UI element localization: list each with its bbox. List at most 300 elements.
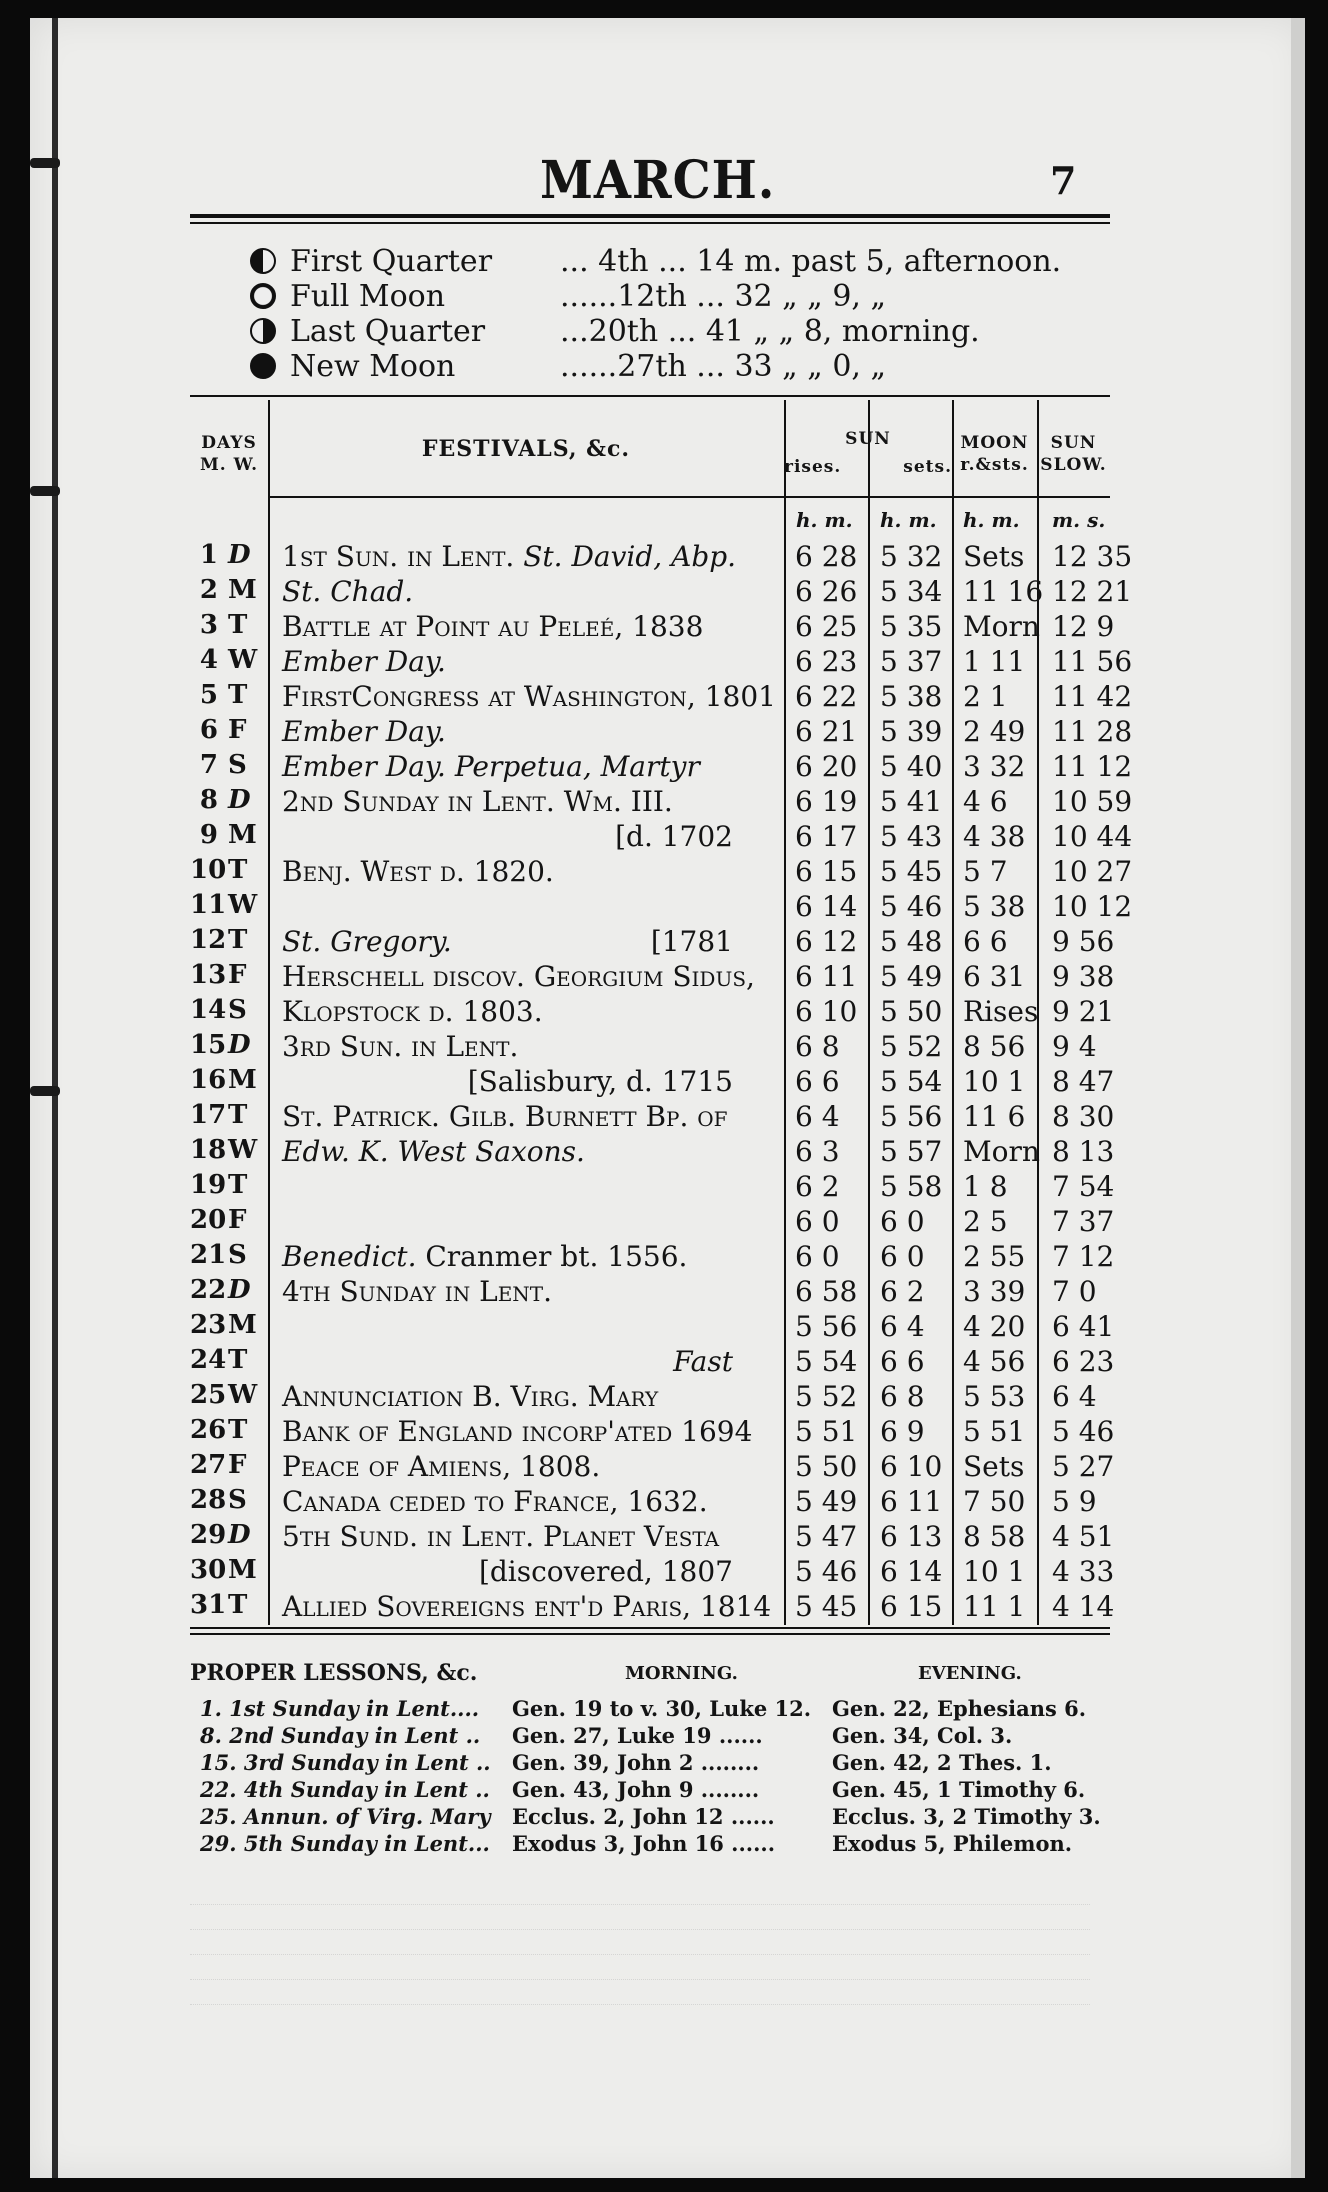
day-of-week: T <box>228 1345 248 1375</box>
binding-mark <box>30 486 60 496</box>
festival: Edw. K. West Saxons. <box>282 1135 585 1168</box>
festival-continuation: [Salisbury, d. 1715 <box>467 1065 733 1098</box>
sun-slow: 12 35 <box>1052 540 1133 573</box>
sun-rises: 6 3 <box>795 1135 840 1168</box>
calendar-row <box>190 925 1115 960</box>
sun-sets: 5 40 <box>880 750 943 783</box>
moon-phases <box>250 244 1110 384</box>
moon-rise-set: 1 8 <box>963 1170 1008 1203</box>
lesson-day: 1. 1st Sunday in Lent.... <box>200 1696 480 1721</box>
lesson-day: 22. 4th Sunday in Lent .. <box>200 1777 490 1802</box>
sun-sets: 5 58 <box>880 1170 943 1203</box>
moon-phase-name: Last Quarter <box>290 314 486 349</box>
day-of-month: 6 <box>199 715 218 745</box>
day-of-week: D <box>228 1520 251 1550</box>
day-of-week: F <box>228 715 247 745</box>
day-of-month: 15 <box>190 1030 227 1060</box>
lesson-morning: Ecclus. 2, John 12 ...... <box>512 1804 775 1829</box>
sun-sets: 6 15 <box>880 1590 943 1623</box>
calendar-row <box>190 575 1133 610</box>
calendar-row <box>190 1135 1115 1170</box>
day-of-week: T <box>228 925 248 955</box>
day-of-week: D <box>228 540 251 570</box>
day-of-month: 9 <box>199 820 218 850</box>
calendar-row <box>190 1590 1115 1625</box>
moon-rise-set: 4 6 <box>963 785 1008 818</box>
moon-rise-set: 11 6 <box>963 1100 1026 1133</box>
calendar-row <box>190 1170 1115 1205</box>
festival: Bank of England incorp'ated 1694 <box>282 1415 753 1448</box>
moon-phase-name: New Moon <box>290 349 456 384</box>
day-of-week: W <box>228 645 258 675</box>
day-of-month: 1 <box>199 540 218 570</box>
moon-phase-row <box>250 244 1110 279</box>
sun-sets: 5 50 <box>880 995 943 1028</box>
bleed-through-text <box>190 1880 1090 2030</box>
sun-slow: 8 13 <box>1052 1135 1115 1168</box>
sun-slow: 4 33 <box>1052 1555 1115 1588</box>
day-of-month: 4 <box>199 645 218 675</box>
calendar-row <box>190 1380 1110 1415</box>
sun-sets: 6 11 <box>880 1485 943 1518</box>
sun-rises: 6 15 <box>795 855 858 888</box>
lesson-evening: Exodus 5, Philemon. <box>832 1831 1073 1856</box>
calendar-row <box>190 855 1133 890</box>
sun-rises: 6 23 <box>795 645 858 678</box>
sun-slow: 12 9 <box>1052 610 1115 643</box>
day-of-week: W <box>228 1380 258 1410</box>
festival: St. Gregory. <box>282 925 452 958</box>
day-of-week: W <box>228 890 258 920</box>
calendar-row <box>190 1240 1115 1275</box>
sun-slow: 7 0 <box>1052 1275 1097 1308</box>
moon-phase-detail: ...20th ... 41 „ „ 8, morning. <box>560 314 980 349</box>
table-bottom-rule <box>190 1633 1110 1635</box>
day-of-week: S <box>228 1240 247 1270</box>
day-of-month: 3 <box>199 610 218 640</box>
day-of-week: F <box>228 1450 247 1480</box>
full-moon-icon <box>250 283 276 309</box>
page-number: 7 <box>1050 158 1077 203</box>
festival: Ember Day. <box>282 645 446 678</box>
sun-sets: 5 48 <box>880 925 943 958</box>
lesson-day: 8. 2nd Sunday in Lent .. <box>200 1723 481 1748</box>
sun-slow: 6 4 <box>1052 1380 1097 1413</box>
moon-rise-set: 4 20 <box>963 1310 1026 1343</box>
calendar-row <box>190 1310 1115 1345</box>
moon-phase-name: Full Moon <box>290 279 446 314</box>
lesson-morning: Gen. 43, John 9 ........ <box>512 1777 760 1802</box>
page-binding <box>52 18 58 2178</box>
moon-rise-set: 5 51 <box>963 1415 1026 1448</box>
festival: Benedict. Cranmer bt. 1556. <box>282 1240 688 1273</box>
moon-rise-set: 2 49 <box>963 715 1026 748</box>
page-edge <box>1291 18 1305 2178</box>
festival: 3rd Sun. in Lent. <box>282 1030 519 1063</box>
sun-slow: 12 21 <box>1052 575 1133 608</box>
day-of-week: T <box>228 1100 248 1130</box>
sun-rises: 5 54 <box>795 1345 858 1378</box>
day-of-week: M <box>228 1555 257 1585</box>
day-of-week: F <box>228 960 247 990</box>
proper-lessons <box>190 1660 1110 1858</box>
sun-slow: 4 51 <box>1052 1520 1115 1553</box>
sun-rises: 6 14 <box>795 890 858 923</box>
morning-header: MORNING. <box>625 1663 738 1684</box>
day-of-week: D <box>228 785 251 815</box>
sun-sets: 6 6 <box>880 1345 925 1378</box>
day-of-week: W <box>228 1135 258 1165</box>
sun-rises: 6 8 <box>795 1030 840 1063</box>
festival: Klopstock d. 1803. <box>282 995 543 1028</box>
festival-continuation: [1781 <box>650 925 733 958</box>
sun-sets: 6 13 <box>880 1520 943 1553</box>
units-slow: m. s. <box>1052 508 1106 532</box>
lessons-title: PROPER LESSONS, &c. <box>190 1660 478 1686</box>
calendar-row <box>190 1450 1115 1485</box>
sun-slow: 9 38 <box>1052 960 1115 993</box>
sun-sets: 6 2 <box>880 1275 925 1308</box>
day-of-month: 18 <box>190 1135 227 1165</box>
festival: Allied Sovereigns ent'd Paris, 1814 <box>282 1590 772 1623</box>
day-of-week: T <box>228 610 248 640</box>
sun-header: SUN <box>845 429 891 449</box>
day-of-month: 19 <box>190 1170 227 1200</box>
day-of-month: 26 <box>190 1415 227 1445</box>
moon-rise-set: 5 53 <box>963 1380 1026 1413</box>
moon-rise-set: 6 6 <box>963 925 1008 958</box>
calendar-row <box>190 890 1133 925</box>
moon-rise-set: Sets <box>963 540 1025 573</box>
sun-slow: 9 56 <box>1052 925 1115 958</box>
festival: Canada ceded to France, 1632. <box>282 1485 708 1518</box>
sun-sets: 5 35 <box>880 610 943 643</box>
moon-phase-name: First Quarter <box>290 244 493 279</box>
sun-slow: 11 12 <box>1052 750 1133 783</box>
moon-rise-set: 3 39 <box>963 1275 1026 1308</box>
sun-sets: 5 41 <box>880 785 943 818</box>
day-of-week: T <box>228 1170 248 1200</box>
festival: St. Patrick. Gilb. Burnett Bp. of <box>282 1100 728 1133</box>
sun-rises: 5 47 <box>795 1520 858 1553</box>
sun-rises: 6 4 <box>795 1100 840 1133</box>
day-of-week: F <box>228 1205 247 1235</box>
sun-slow: 9 21 <box>1052 995 1115 1028</box>
sun-rises: 6 2 <box>795 1170 840 1203</box>
calendar-row <box>190 820 1133 855</box>
day-of-month: 12 <box>190 925 227 955</box>
moon-rise-set: 8 56 <box>963 1030 1026 1063</box>
festival: 4th Sunday in Lent. <box>282 1275 553 1308</box>
moon-rise-set: 10 1 <box>963 1065 1026 1098</box>
sun-slow: 9 4 <box>1052 1030 1097 1063</box>
sun-slow: 7 12 <box>1052 1240 1115 1273</box>
sun-rises: 6 28 <box>795 540 858 573</box>
calendar-row <box>190 1345 1115 1380</box>
calendar-row <box>190 1555 1115 1590</box>
day-of-month: 8 <box>199 785 218 815</box>
header-rule <box>190 214 1110 218</box>
moon-rise-set: Morn <box>963 1135 1040 1168</box>
page-header <box>160 130 1120 211</box>
festival: 1st Sun. in Lent. St. David, Abp. <box>282 540 737 573</box>
sun-slow: 6 23 <box>1052 1345 1115 1378</box>
moon-rise-set: 11 1 <box>963 1590 1026 1623</box>
header-divider <box>270 496 1110 498</box>
moon-phase-row <box>250 279 1110 314</box>
moon-phase-detail: ......27th ... 33 „ „ 0, „ <box>560 349 887 384</box>
sun-sets: 5 46 <box>880 890 943 923</box>
sets-header: sets. <box>903 457 952 477</box>
day-of-month: 14 <box>190 995 227 1025</box>
days-header: DAYS M. W. <box>199 433 259 475</box>
sun-sets: 5 45 <box>880 855 943 888</box>
day-of-month: 11 <box>190 890 227 920</box>
moon-rise-set: 1 11 <box>963 645 1026 678</box>
sun-rises: 6 20 <box>795 750 858 783</box>
festival: Battle at Point au Peleé, 1838 <box>282 610 704 643</box>
calendar-row <box>190 540 1133 575</box>
sun-rises: 6 6 <box>795 1065 840 1098</box>
lesson-day: 25. Annun. of Virg. Mary <box>200 1804 491 1829</box>
calendar-table <box>190 400 1133 1625</box>
evening-header: EVENING. <box>918 1663 1022 1684</box>
sun-rises: 5 51 <box>795 1415 858 1448</box>
calendar-row <box>190 785 1133 820</box>
festival: Annunciation B. Virg. Mary <box>282 1380 659 1413</box>
lesson-day: 29. 5th Sunday in Lent... <box>200 1831 490 1856</box>
day-of-month: 10 <box>190 855 227 885</box>
header-rule <box>190 222 1110 224</box>
sun-sets: 6 0 <box>880 1240 925 1273</box>
calendar-row <box>190 960 1115 995</box>
calendar-row <box>190 1415 1115 1450</box>
moon-rise-set: 2 55 <box>963 1240 1026 1273</box>
sun-sets: 5 32 <box>880 540 943 573</box>
festival: Herschell discov. Georgium Sidus, <box>282 960 755 993</box>
day-of-month: 25 <box>190 1380 227 1410</box>
calendar-row <box>190 750 1133 785</box>
moon-header: MOON r.&sts. <box>960 433 1029 475</box>
sun-slow: 8 30 <box>1052 1100 1115 1133</box>
sun-slow: 10 27 <box>1052 855 1133 888</box>
day-of-week: T <box>228 680 248 710</box>
day-of-month: 23 <box>190 1310 227 1340</box>
day-of-week: S <box>228 750 247 780</box>
lesson-morning: Exodus 3, John 16 ...... <box>512 1831 776 1856</box>
sun-rises: 6 0 <box>795 1205 840 1238</box>
lesson-evening: Gen. 22, Ephesians 6. <box>832 1696 1087 1721</box>
sun-rises: 5 45 <box>795 1590 858 1623</box>
sun-slow: 10 59 <box>1052 785 1133 818</box>
lesson-morning: Gen. 27, Luke 19 ...... <box>512 1723 763 1748</box>
sun-sets: 6 0 <box>880 1205 925 1238</box>
moon-rise-set: 7 50 <box>963 1485 1026 1518</box>
day-of-month: 13 <box>190 960 227 990</box>
lesson-morning: Gen. 39, John 2 ........ <box>512 1750 760 1775</box>
festival: 2nd Sunday in Lent. Wm. III. <box>282 785 673 818</box>
moon-phase-detail: ... 4th ... 14 m. past 5, afternoon. <box>560 244 1062 279</box>
units-rises: h. m. <box>796 508 853 532</box>
sun-sets: 6 10 <box>880 1450 943 1483</box>
festival: St. Chad. <box>282 575 414 608</box>
sun-rises: 5 46 <box>795 1555 858 1588</box>
lesson-row <box>190 1723 1110 1750</box>
day-of-week: M <box>228 820 257 850</box>
lesson-day: 15. 3rd Sunday in Lent .. <box>200 1750 491 1775</box>
day-of-week: S <box>228 995 247 1025</box>
sun-rises: 6 26 <box>795 575 858 608</box>
day-of-month: 30 <box>190 1555 227 1585</box>
sun-sets: 6 14 <box>880 1555 943 1588</box>
sun-rises: 5 52 <box>795 1380 858 1413</box>
lesson-row <box>190 1804 1110 1831</box>
sun-sets: 6 9 <box>880 1415 925 1448</box>
moon-phase-detail: ......12th ... 32 „ „ 9, „ <box>560 279 887 314</box>
sun-slow: 4 14 <box>1052 1590 1115 1623</box>
festival: FirstCongress at Washington, 1801 <box>282 680 776 713</box>
lesson-evening: Gen. 42, 2 Thes. 1. <box>832 1750 1052 1775</box>
sun-slow: 8 47 <box>1052 1065 1115 1098</box>
moon-rise-set: 11 16 <box>963 575 1044 608</box>
moon-rise-set: 10 1 <box>963 1555 1026 1588</box>
moon-rise-set: 5 38 <box>963 890 1026 923</box>
sun-slow: 11 28 <box>1052 715 1133 748</box>
sun-slow: 11 42 <box>1052 680 1133 713</box>
moon-rise-set: 8 58 <box>963 1520 1026 1553</box>
moon-rise-set: 2 5 <box>963 1205 1008 1238</box>
moon-rise-set: Rises <box>963 995 1039 1028</box>
sun-slow: 11 56 <box>1052 645 1133 678</box>
sun-sets: 5 39 <box>880 715 943 748</box>
day-of-month: 21 <box>190 1240 227 1270</box>
sun-sets: 6 8 <box>880 1380 925 1413</box>
calendar-row <box>190 1205 1115 1240</box>
sun-rises: 6 17 <box>795 820 858 853</box>
sun-slow: 6 41 <box>1052 1310 1115 1343</box>
calendar-row <box>190 715 1133 750</box>
calendar-row <box>190 995 1115 1030</box>
moon-rise-set: 3 32 <box>963 750 1026 783</box>
festival-continuation: [discovered, 1807 <box>478 1555 733 1588</box>
lesson-evening: Gen. 45, 1 Timothy 6. <box>832 1777 1086 1802</box>
sun-sets: 5 56 <box>880 1100 943 1133</box>
sun-slow-header: SUN SLOW. <box>1040 433 1107 475</box>
lesson-row <box>190 1777 1110 1804</box>
sun-rises: 5 49 <box>795 1485 858 1518</box>
sun-rises: 6 21 <box>795 715 858 748</box>
day-of-month: 7 <box>199 750 218 780</box>
sun-sets: 5 34 <box>880 575 943 608</box>
day-of-week: D <box>228 1030 251 1060</box>
day-of-month: 22 <box>190 1275 227 1305</box>
day-of-week: S <box>228 1485 247 1515</box>
lesson-row <box>190 1831 1110 1858</box>
calendar-row <box>190 1030 1110 1065</box>
day-of-week: T <box>228 1590 248 1620</box>
calendar-row <box>190 1100 1115 1135</box>
day-of-month: 16 <box>190 1065 227 1095</box>
festival: Ember Day. Perpetua, Martyr <box>282 750 700 783</box>
moon-rise-set: 4 56 <box>963 1345 1026 1378</box>
table-bottom-rule <box>190 1627 1110 1629</box>
sun-slow: 5 27 <box>1052 1450 1115 1483</box>
day-of-month: 27 <box>190 1450 227 1480</box>
day-of-week: M <box>228 1065 257 1095</box>
sun-sets: 6 4 <box>880 1310 925 1343</box>
day-of-month: 20 <box>190 1205 227 1235</box>
sun-rises: 6 12 <box>795 925 858 958</box>
sun-sets: 5 52 <box>880 1030 943 1063</box>
lesson-row <box>190 1750 1110 1777</box>
table-top-rule <box>190 395 1110 397</box>
page-title: MARCH. <box>540 150 776 211</box>
sun-sets: 5 57 <box>880 1135 943 1168</box>
sun-slow: 7 37 <box>1052 1205 1115 1238</box>
binding-mark <box>30 158 60 168</box>
sun-rises: 6 22 <box>795 680 858 713</box>
first-quarter-icon <box>250 248 276 274</box>
calendar-row <box>190 645 1133 680</box>
day-of-week: T <box>228 855 248 885</box>
sun-slow: 5 9 <box>1052 1485 1097 1518</box>
sun-rises: 6 58 <box>795 1275 858 1308</box>
festival-continuation: Fast <box>673 1345 733 1378</box>
sun-slow: 10 12 <box>1052 890 1133 923</box>
moon-rise-set: 2 1 <box>963 680 1008 713</box>
sun-rises: 6 25 <box>795 610 858 643</box>
moon-rise-set: 5 7 <box>963 855 1008 888</box>
binding-mark <box>30 1086 60 1096</box>
day-of-week: M <box>228 575 257 605</box>
units-moon: h. m. <box>963 508 1020 532</box>
lesson-morning: Gen. 19 to v. 30, Luke 12. <box>512 1696 812 1721</box>
calendar-row <box>190 1485 1110 1520</box>
last-quarter-icon <box>250 318 276 344</box>
day-of-month: 2 <box>199 575 218 605</box>
sun-rises: 6 10 <box>795 995 858 1028</box>
moon-rise-set: 6 31 <box>963 960 1026 993</box>
day-of-month: 24 <box>190 1345 227 1375</box>
sun-sets: 5 54 <box>880 1065 943 1098</box>
day-of-month: 5 <box>199 680 218 710</box>
calendar-row <box>190 1065 1115 1100</box>
rises-header: rises. <box>784 457 842 477</box>
sun-rises: 5 56 <box>795 1310 858 1343</box>
day-of-month: 29 <box>190 1520 227 1550</box>
festival: Peace of Amiens, 1808. <box>282 1450 601 1483</box>
festival: Benj. West d. 1820. <box>282 855 554 888</box>
festival: 5th Sund. in Lent. Planet Vesta <box>282 1520 720 1553</box>
lesson-row <box>190 1696 1110 1723</box>
moon-rise-set: Sets <box>963 1450 1025 1483</box>
sun-sets: 5 38 <box>880 680 943 713</box>
calendar-row <box>190 680 1133 715</box>
moon-phase-row <box>250 314 1110 349</box>
sun-rises: 6 11 <box>795 960 858 993</box>
sun-slow: 5 46 <box>1052 1415 1115 1448</box>
sun-rises: 6 0 <box>795 1240 840 1273</box>
units-sets: h. m. <box>880 508 937 532</box>
day-of-month: 31 <box>190 1590 227 1620</box>
sun-sets: 5 49 <box>880 960 943 993</box>
day-of-week: M <box>228 1310 257 1340</box>
festival: Ember Day. <box>282 715 446 748</box>
sun-slow: 7 54 <box>1052 1170 1115 1203</box>
calendar-row <box>190 610 1115 645</box>
day-of-month: 28 <box>190 1485 227 1515</box>
day-of-week: T <box>228 1415 248 1445</box>
